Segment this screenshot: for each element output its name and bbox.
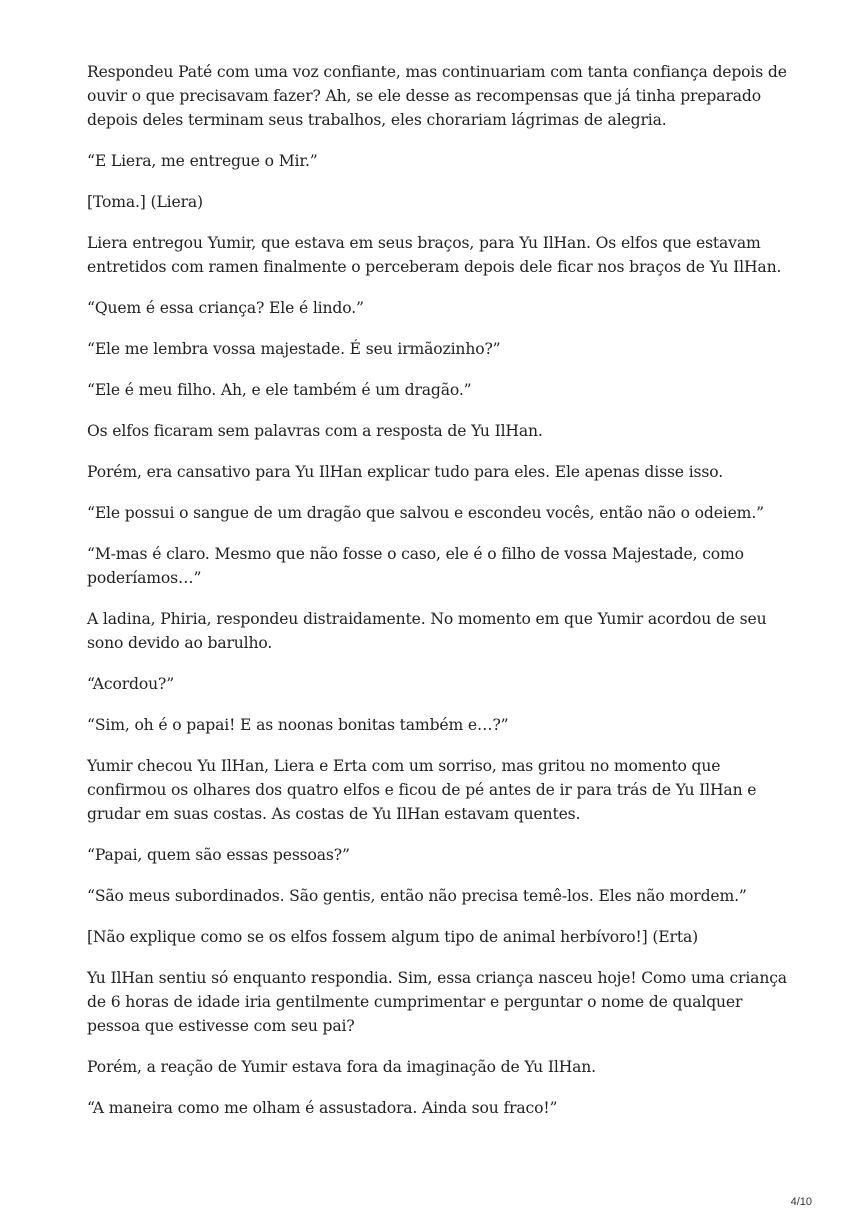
paragraph: A ladina, Phiria, respondeu distraidamente. No momento em que Yumir acordou de seu sono devido ao barulho. xyxy=(87,610,767,652)
paragraph: Porém, a reação de Yumir estava fora da imaginação de Yu IlHan. xyxy=(87,1058,596,1076)
paragraph: “M-mas é claro. Mesmo que não fosse o caso, ele é o filho de vossa Majestade, como poderíamos…” xyxy=(87,545,744,587)
paragraph: “Ele me lembra vossa majestade. É seu irmãozinho?” xyxy=(87,340,501,358)
paragraph: “Ele é meu filho. Ah, e ele também é um dragão.” xyxy=(87,381,472,399)
page-number: 4/10 xyxy=(790,1196,812,1208)
paragraph: “São meus subordinados. São gentis, então não precisa temê-los. Eles não mordem.” xyxy=(87,887,747,905)
document-body xyxy=(87,60,787,1137)
paragraph: Yumir checou Yu IlHan, Liera e Erta com um sorriso, mas gritou no momento que confirmou os olhares dos quatro elfos e ficou de pé antes de ir para trás de Yu IlHan e grudar em suas costas. As costas de Yu IlHan estavam quentes. xyxy=(87,757,757,823)
paragraph: “Sim, oh é o papai! E as noonas bonitas também e…?” xyxy=(87,716,509,734)
paragraph: Os elfos ficaram sem palavras com a resposta de Yu IlHan. xyxy=(87,422,543,440)
paragraph: Respondeu Paté com uma voz confiante, mas continuariam com tanta confiança depois de ouvir o que precisavam fazer? Ah, se ele desse as recompensas que já tinha preparado depois deles terminam seus trabalhos, eles chorariam lágrimas de alegria. xyxy=(87,63,787,129)
paragraph: Porém, era cansativo para Yu IlHan explicar tudo para eles. Ele apenas disse isso. xyxy=(87,463,724,481)
paragraph: “A maneira como me olham é assustadora. Ainda sou fraco!” xyxy=(87,1099,558,1117)
paragraph: “Ele possui o sangue de um dragão que salvou e escondeu vocês, então não o odeiem.” xyxy=(87,504,764,522)
paragraph: “Acordou?” xyxy=(87,675,175,693)
paragraph: “Quem é essa criança? Ele é lindo.” xyxy=(87,299,364,317)
paragraph: “Papai, quem são essas pessoas?” xyxy=(87,846,350,864)
paragraph: [Toma.] (Liera) xyxy=(87,193,203,211)
paragraph: “E Liera, me entregue o Mir.” xyxy=(87,152,318,170)
paragraph: Liera entregou Yumir, que estava em seus braços, para Yu IlHan. Os elfos que estavam entretidos com ramen finalmente o perceberam depois dele ficar nos braços de Yu IlHan. xyxy=(87,234,782,276)
paragraph: Yu IlHan sentiu só enquanto respondia. Sim, essa criança nasceu hoje! Como uma criança de 6 horas de idade iria gentilmente cumprimentar e perguntar o nome de qualquer pessoa que estivesse com seu pai? xyxy=(87,969,787,1035)
paragraph: [Não explique como se os elfos fossem algum tipo de animal herbívoro!] (Erta) xyxy=(87,928,699,946)
